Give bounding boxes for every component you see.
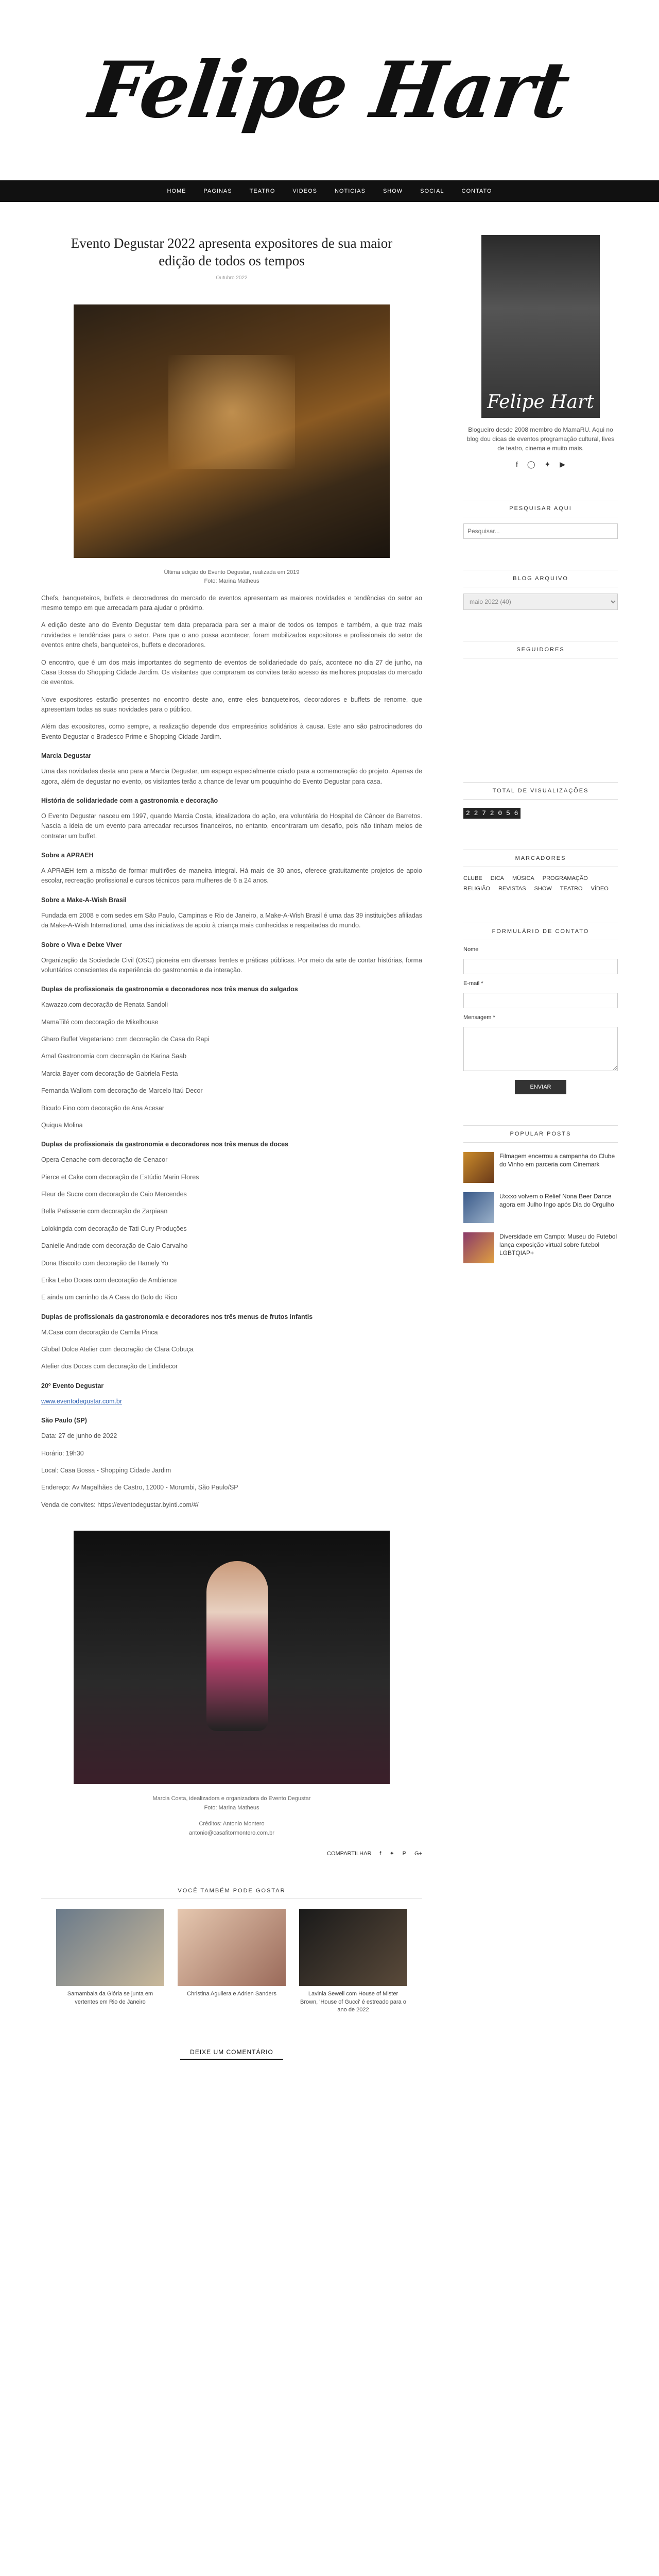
social-links: [463, 460, 618, 469]
instagram-icon[interactable]: ◯: [527, 460, 535, 468]
related-post[interactable]: [178, 1909, 286, 2014]
site-header: [0, 0, 659, 180]
section-heading: Duplas de profissionais da gastronomia e decoradores nos três menus de doces: [41, 1141, 288, 1148]
paragraph: O Evento Degustar nasceu em 1997, quando Marcia Costa, idealizadora do ação, era voluntária do Hospital de Câncer de Barretos. Nascia a ideia de um evento para arrecadar recursos financeiros, no entanto, encontraram um desafio, pois não tinham meios de contratar um buffet.: [41, 812, 422, 840]
nav-videos[interactable]: VIDEOS: [292, 188, 317, 194]
post-date: Outubro 2022: [216, 275, 248, 281]
list-item: Lolokingda com decoração de Tati Cury Produções: [41, 1225, 187, 1232]
nav-teatro[interactable]: TEATRO: [249, 188, 275, 194]
paragraph: O encontro, que é um dos mais importantes do segmento de eventos de solidariedade do país, acontece no dia 27 de junho, na Casa Bossa do Shopping Cidade Jardim. Os visitantes que compraram os convites terão acesso às melhores propostas do mercado de eventos.: [41, 658, 422, 686]
section-heading: Sobre a APRAEH: [41, 852, 94, 859]
profile-photo: [481, 235, 600, 418]
event-info[interactable]: Venda de convites: https://eventodegustar.byinti.com/#/: [41, 1501, 199, 1509]
label-link[interactable]: DICA: [490, 875, 504, 882]
photo-credit: Foto: Marina Matheus: [204, 1804, 259, 1811]
related-title-text[interactable]: Christina Aguilera e Adrien Sanders: [187, 1991, 276, 1997]
label-link[interactable]: SHOW: [534, 886, 552, 892]
list-item: Dona Biscoito com decoração de Hamely Yo: [41, 1259, 168, 1267]
popular-thumb[interactable]: [463, 1232, 494, 1263]
share-bar: [41, 1850, 422, 1857]
popular-thumb[interactable]: [463, 1192, 494, 1223]
pinterest-icon[interactable]: P: [402, 1850, 407, 1857]
paragraph: Além das expositores, como sempre, a realização depende dos empresários solidários à causa. Este ano são patrocinadores do Evento Degustar o Bradesco Prime e Shopping Cidade Jardim.: [41, 723, 422, 740]
nav-social[interactable]: SOCIAL: [420, 188, 444, 194]
label-link[interactable]: RELIGIÃO: [463, 886, 490, 892]
post-body: [41, 594, 422, 1510]
related-posts: [41, 1909, 422, 2014]
list-item: Opera Cenache com decoração de Cenacor: [41, 1156, 168, 1164]
section-heading: Marcia Degustar: [41, 752, 92, 760]
section-heading: Sobre a Make-A-Wish Brasil: [41, 896, 127, 904]
list-item: Kawazzo.com decoração de Renata Sandoli: [41, 1001, 168, 1009]
nav-home[interactable]: HOME: [167, 188, 186, 194]
list-item: Gharo Buffet Vegetariano com decoração de Casa do Rapi: [41, 1036, 210, 1043]
labels-heading: MARCADORES: [463, 850, 618, 867]
list-item: Bicudo Fino com decoração de Ana Acesar: [41, 1104, 165, 1112]
section-heading: Sobre o Viva e Deixe Viver: [41, 941, 122, 948]
label-link[interactable]: PROGRAMAÇÃO: [542, 875, 588, 882]
twitter-icon[interactable]: ✦: [389, 1851, 394, 1857]
facebook-icon[interactable]: f: [379, 1850, 381, 1857]
message-label: Mensagem *: [463, 1014, 495, 1021]
credits-email: antonio@casafitormontero.com.br: [189, 1829, 274, 1836]
post-column: [41, 235, 422, 2576]
related-thumb[interactable]: [56, 1909, 164, 1986]
main-nav: [0, 180, 659, 202]
facebook-icon[interactable]: f: [515, 460, 518, 468]
labels-list: [463, 875, 618, 892]
sidebar: [463, 235, 618, 2576]
list-item: Danielle Andrade com decoração de Caio Carvalho: [41, 1242, 188, 1250]
profile-name: Felipe Hart: [487, 392, 594, 413]
list-item: MamaTilé com decoração de Mikelhouse: [41, 1018, 159, 1026]
event-site-link[interactable]: www.eventodegustar.com.br: [41, 1397, 123, 1405]
section-heading: História de solidariedade com a gastronomia e decoração: [41, 796, 218, 804]
popular-post[interactable]: [463, 1192, 618, 1223]
related-title-text[interactable]: Samambaia da Glória se junta em vertentes em Rio de Janeiro: [67, 1991, 153, 2005]
twitter-icon[interactable]: ✦: [544, 460, 551, 468]
search-input[interactable]: [463, 523, 618, 539]
related-thumb[interactable]: [299, 1909, 407, 1986]
list-item: Fleur de Sucre com decoração de Caio Mercendes: [41, 1191, 187, 1198]
name-label: Nome: [463, 946, 479, 953]
popular-post[interactable]: [463, 1232, 618, 1263]
send-button[interactable]: ENVIAR: [515, 1080, 567, 1094]
visits-heading: TOTAL DE VISUALIZAÇÕES: [463, 782, 618, 800]
photo-credit: Foto: Marina Matheus: [204, 578, 259, 585]
visits-counter: [463, 808, 618, 819]
nav-show[interactable]: SHOW: [383, 188, 403, 194]
visits-count: 2 2 7 2 0 5 6: [463, 808, 521, 819]
list-item: Erika Lebo Doces com decoração de Ambience: [41, 1276, 177, 1284]
message-field[interactable]: [463, 1027, 618, 1071]
event-info: Local: Casa Bossa - Shopping Cidade Jardim: [41, 1466, 171, 1474]
post-title: Evento Degustar 2022 apresenta expositores de sua maior edição de todos os tempos: [71, 235, 393, 268]
list-item: Pierce et Cake com decoração de Estúdio Marin Flores: [41, 1173, 199, 1181]
event-info: Data: 27 de junho de 2022: [41, 1432, 117, 1440]
event-city: São Paulo (SP): [41, 1417, 87, 1425]
youtube-icon[interactable]: ▶: [560, 460, 566, 468]
nav-paginas[interactable]: PAGINAS: [203, 188, 232, 194]
search-heading: PESQUISAR AQUI: [463, 500, 618, 517]
nav-noticias[interactable]: NOTICIAS: [334, 188, 366, 194]
contact-form: [463, 946, 618, 1094]
related-post[interactable]: [56, 1909, 164, 2014]
popular-title[interactable]: Filmagem encerrou a campanha do Clube do Vinho em parceria com Cinemark: [499, 1153, 615, 1168]
label-link[interactable]: REVISTAS: [498, 886, 526, 892]
form-heading: FORMULÁRIO DE CONTATO: [463, 923, 618, 940]
paragraph: A APRAEH tem a missão de formar multirões de maneira integral. Há mais de 30 anos, oferece gratuitamente projetos de apoio escolar, recreação profissional e cursos técnicos para mulheres de 6 a 24 anos.: [41, 867, 422, 885]
google-plus-icon[interactable]: G+: [414, 1850, 422, 1857]
leave-comment-button[interactable]: DEIXE UM COMENTÁRIO: [180, 2045, 283, 2060]
list-item: Fernanda Wallom com decoração de Marcelo Itaú Decor: [41, 1087, 203, 1095]
paragraph: Fundada em 2008 e com sedes em São Paulo, Campinas e Rio de Janeiro, a Make-A-Wish Brasil é uma das 39 instituições afiliadas da Make-A-Wish International, uma das iniciativas de apoio à criança mais conhecidas e respeitadas do mundo.: [41, 911, 422, 929]
nav-contato[interactable]: CONTATO: [461, 188, 492, 194]
paragraph: Nove expositores estarão presentes no encontro deste ano, entre eles banqueteiros, decoradores e buffets de renome, que apresentam todas as suas novidades para o público.: [41, 696, 422, 714]
popular-heading: POPULAR POSTS: [463, 1125, 618, 1143]
label-link[interactable]: MÚSICA: [512, 875, 534, 882]
related-thumb[interactable]: [178, 1909, 286, 1986]
list-item: Bella Patisserie com decoração de Zarpiaan: [41, 1208, 168, 1215]
label-link[interactable]: VÍDEO: [591, 886, 609, 892]
post-photo-marcia: [74, 1531, 390, 1784]
list-item: Amal Gastronomia com decoração de Karina Saab: [41, 1053, 187, 1060]
event-info: Endereço: Av Magalhães de Castro, 12000 - Morumbi, São Paulo/SP: [41, 1484, 238, 1492]
paragraph: Chefs, banqueteiros, buffets e decoradores do mercado de eventos apresentam as maiores novidades e tendências do setor ao mesmo tempo em que arrecadam para ajudar o próximo.: [41, 594, 422, 612]
email-field[interactable]: [463, 993, 618, 1008]
post-photo-event: [74, 304, 390, 558]
paragraph: A edição deste ano do Evento Degustar tem data preparada para ser a maior de todos os tempos e também, a que traz mais novidades e tendências para o setor. Para que o ano possa acontecer, foram mobilizados expositores e profissionais do setor de eventos entre chefs, banqueteiros, buffets e decoradores.: [41, 621, 422, 649]
paragraph: Organização da Sociedade Civil (OSC) pioneira em diversas frentes e práticas públicas. Por meio da arte de contar histórias, forma voluntários conscientes da experiência do gastronomia e da interação.: [41, 956, 422, 974]
photo-caption: Marcia Costa, idealizadora e organizadora do Evento Degustar: [152, 1795, 311, 1802]
email-label: E-mail *: [463, 980, 483, 987]
event-info: Horário: 19h30: [41, 1449, 84, 1457]
section-heading: Duplas de profissionais da gastronomia e decoradores nos três menus de frutos infantis: [41, 1313, 313, 1320]
popular-title[interactable]: Diversidade em Campo: Museu do Futebol lança exposição virtual sobre futebol LGBTQIAP+: [499, 1233, 617, 1257]
photo-caption: Última edição do Evento Degustar, realizada em 2019: [164, 569, 300, 575]
name-field[interactable]: [463, 959, 618, 974]
list-item: Quiqua Molina: [41, 1121, 83, 1129]
list-item: M.Casa com decoração de Camila Pinca: [41, 1328, 158, 1336]
popular-thumb[interactable]: [463, 1152, 494, 1183]
paragraph: Uma das novidades desta ano para a Marcia Degustar, um espaço especialmente criado para a comemoração do projeto. Apenas de agora, além de degustar no evento, os visitantes terão a chance de levar um pouquinho do Evento Degustar para casa.: [41, 768, 422, 785]
list-item: E ainda um carrinho da A Casa do Bolo do Rico: [41, 1294, 178, 1301]
event-heading: 20º Evento Degustar: [41, 1382, 104, 1389]
related-post[interactable]: [299, 1909, 407, 2014]
list-item: Global Dolce Atelier com decoração de Clara Cobuça: [41, 1346, 194, 1353]
followers-heading: SEGUIDORES: [463, 641, 618, 658]
archive-select[interactable]: [463, 594, 618, 610]
list-item: Marcia Bayer com decoração de Gabriela Festa: [41, 1070, 178, 1077]
list-item: Atelier dos Doces com decoração de Lindidecor: [41, 1363, 178, 1370]
popular-title[interactable]: Uxxxo volvem o Relief Nona Beer Dance agora em Julho Ingo após Dia do Orgulho: [499, 1193, 614, 1209]
section-heading: Duplas de profissionais da gastronomia e decoradores nos três menus do salgados: [41, 986, 298, 993]
label-link[interactable]: TEATRO: [560, 886, 583, 892]
share-label: COMPARTILHAR: [327, 1850, 372, 1857]
label-link[interactable]: CLUBE: [463, 875, 482, 882]
popular-post[interactable]: [463, 1152, 618, 1183]
related-title: VOCÊ TAMBÉM PODE GOSTAR: [41, 1888, 422, 1899]
archive-heading: BLOG ARQUIVO: [463, 570, 618, 587]
credits: Créditos: Antonio Montero: [199, 1821, 265, 1827]
related-title-text[interactable]: Lavinia Sewell com House of Mister Brown, 'House of Gucci' é estreado para o ano de 2022: [300, 1991, 406, 2013]
profile-bio: Blogueiro desde 2008 membro do MamaRU. Aqui no blog dou dicas de eventos programação cultural, lives de teatro, cinema e muito mais.: [466, 426, 615, 452]
site-logo[interactable]: Felipe Hart: [84, 45, 575, 135]
